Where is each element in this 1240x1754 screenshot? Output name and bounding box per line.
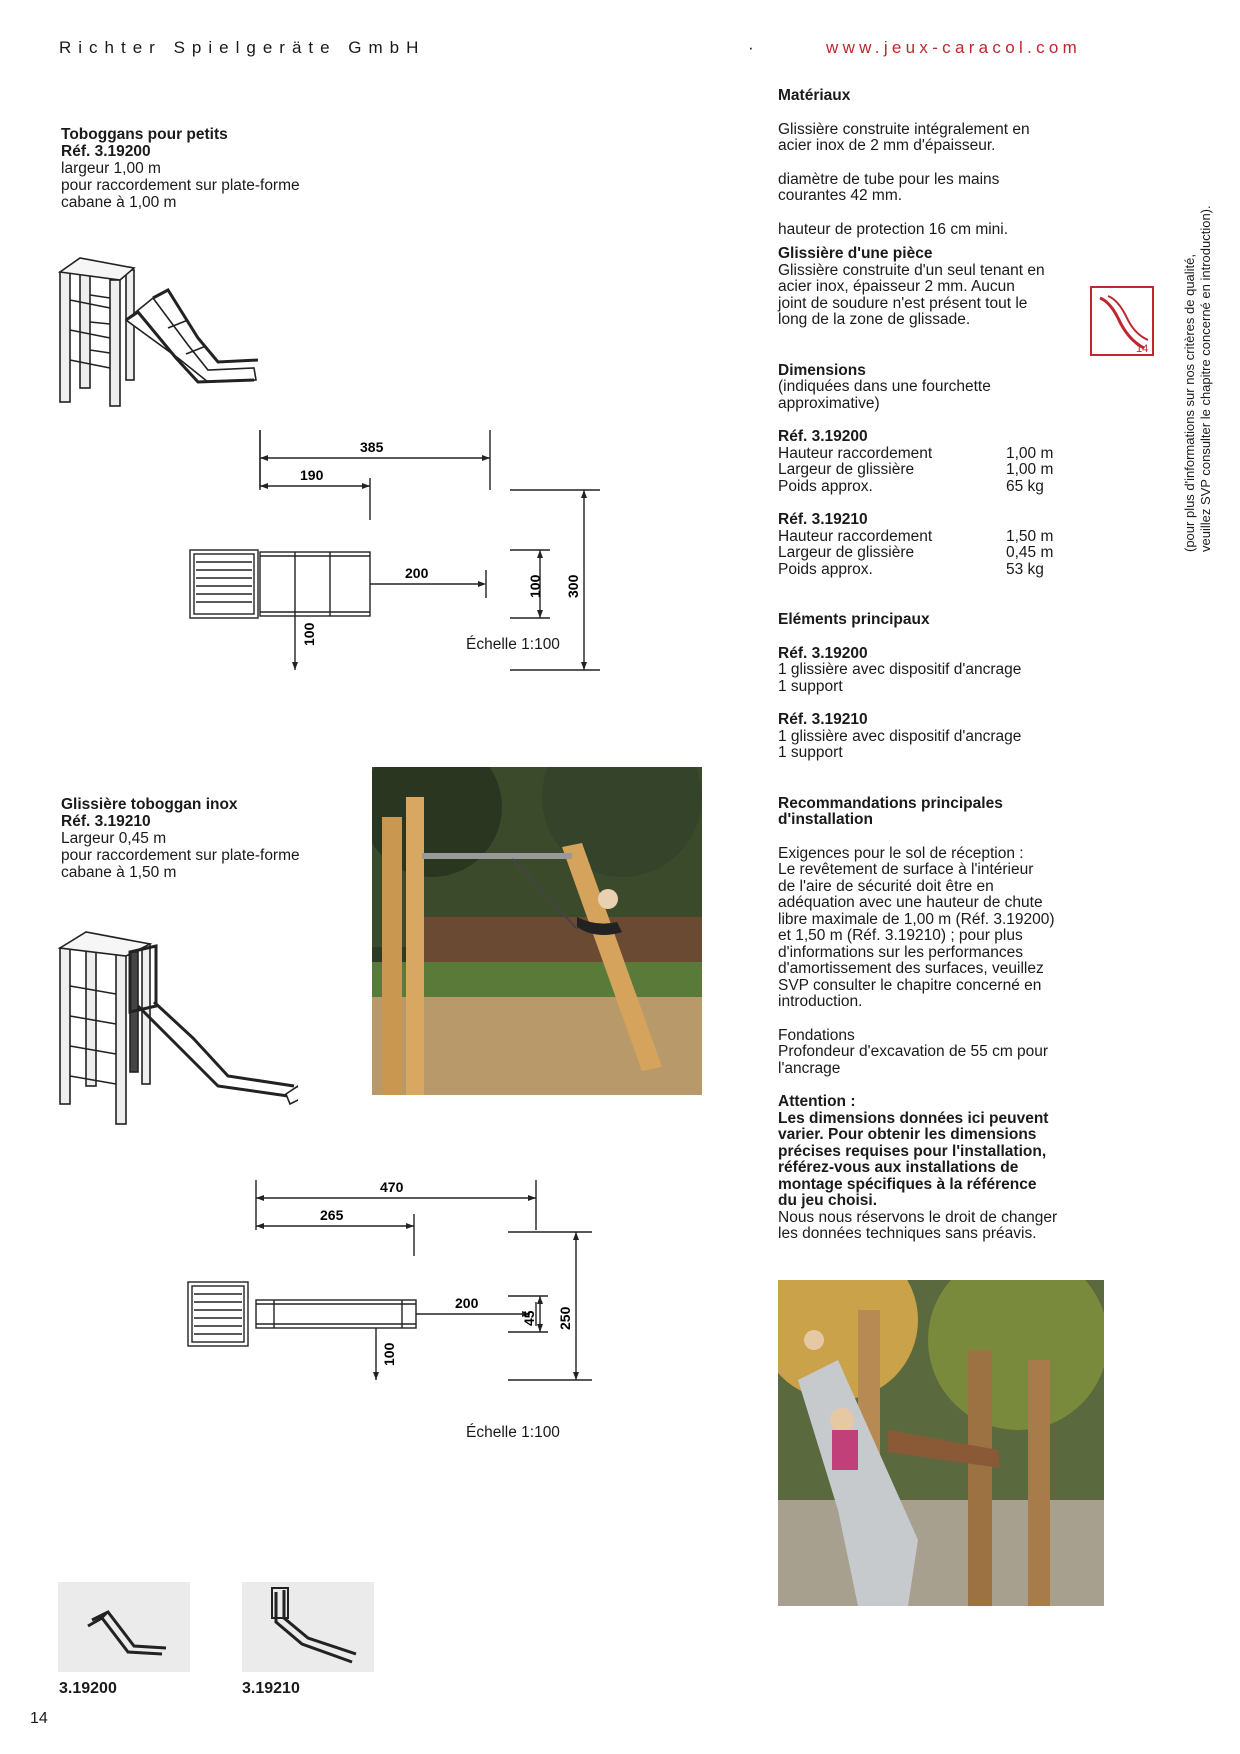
install-text: de l'aire de sécurité doit être en	[778, 877, 994, 895]
attention-text: les données techniques sans préavis.	[778, 1225, 1037, 1242]
product1-scale: Échelle 1:100	[466, 636, 560, 653]
materials-text: hauteur de protection 16 cm mini.	[778, 220, 1009, 238]
install-text: d'informations sur les performances	[778, 943, 1024, 961]
product2-line3: cabane à 1,50 m	[61, 864, 177, 881]
onepiece-heading: Glissière d'une pièce	[778, 245, 933, 262]
attention-text: précises requises pour l'installation,	[778, 1142, 1047, 1160]
thumb-label-1: 3.19200	[59, 1680, 117, 1697]
elements-heading: Eléments principaux	[778, 611, 930, 628]
install-heading: Recommandations principales	[778, 794, 1003, 812]
attention-text: du jeu choisi.	[778, 1192, 878, 1209]
dim-key: Hauteur raccordement	[778, 527, 933, 545]
dim-row	[778, 462, 1098, 479]
dim-value: 1,00 m	[1006, 444, 1054, 462]
thumb-3-19210[interactable]	[242, 1582, 374, 1672]
product2-block	[61, 796, 391, 881]
swing-photo	[372, 767, 702, 1095]
elements-ref2: Réf. 3.19210	[778, 711, 868, 728]
install-text: SVP consulter le chapitre concerné en	[778, 976, 1042, 994]
product2-iso-drawing	[58, 926, 298, 1126]
attention-text: montage spécifiques à la référence	[778, 1175, 1037, 1193]
dim-row	[778, 446, 1098, 463]
header-separator: ·	[748, 38, 761, 57]
install-text: et 1,50 m (Réf. 3.19210) ; pour plus	[778, 927, 1023, 944]
dim-row	[778, 529, 1098, 546]
elements-ref1: Réf. 3.19200	[778, 644, 868, 662]
onepiece-text: Glissière construite d'un seul tenant en	[778, 261, 1045, 279]
side-note-line: (pour plus d'informations sur nos critères de qualité,	[1182, 253, 1197, 552]
onepiece-text: joint de soudure n'est présent tout le	[778, 294, 1028, 312]
install-text: d'amortissement des surfaces, veuillez	[778, 960, 1044, 977]
thumb-3-19200[interactable]	[58, 1582, 190, 1672]
install-heading: d'installation	[778, 811, 873, 828]
install-text: Exigences pour le sol de réception :	[778, 844, 1024, 862]
right-column	[778, 88, 1098, 1243]
p1-dim-100-down: 100	[301, 622, 317, 646]
product1-iso-drawing	[58, 250, 268, 420]
foundation-text: l'ancrage	[778, 1059, 841, 1077]
p2-dim-250: 250	[557, 1306, 573, 1330]
p2-dim-200: 200	[455, 1295, 479, 1311]
onepiece-text: long de la zone de glissade.	[778, 311, 971, 328]
p2-dim-470: 470	[380, 1179, 404, 1195]
company-name: Richter Spielgeräte GmbH	[59, 38, 426, 57]
install-text: introduction.	[778, 993, 863, 1010]
dimensions-subtitle: approximative)	[778, 394, 880, 412]
p1-dim-100-right: 100	[527, 574, 543, 598]
install-text: Le revêtement de surface à l'intérieur	[778, 861, 1034, 878]
attention-heading: Attention :	[778, 1093, 856, 1110]
materials-text: acier inox de 2 mm d'épaisseur.	[778, 137, 996, 154]
side-note-line: veuillez SVP consulter le chapitre concerné en introduction).	[1198, 205, 1213, 552]
dimensions-ref1: Réf. 3.19200	[778, 428, 868, 445]
side-note	[1182, 205, 1214, 552]
product1-title: Toboggans pour petits	[61, 126, 228, 143]
p1-dim-385: 385	[360, 439, 384, 455]
dim-key: Poids approx.	[778, 560, 873, 578]
badge-number: 14	[1136, 343, 1149, 355]
product2-line2: pour raccordement sur plate-forme	[61, 847, 300, 864]
product2-plan-drawing	[180, 1170, 620, 1400]
materials-text: Glissière construite intégralement en	[778, 120, 1030, 138]
one-piece-slide-icon	[1090, 286, 1154, 356]
foundation-text: Fondations	[778, 1026, 855, 1044]
p1-dim-200: 200	[405, 565, 429, 581]
product2-ref: Réf. 3.19210	[61, 813, 151, 830]
dim-row	[778, 562, 1098, 579]
dim-key: Hauteur raccordement	[778, 444, 933, 462]
p2-dim-45: 45	[521, 1310, 537, 1326]
attention-text: varier. Pour obtenir les dimensions	[778, 1126, 1037, 1143]
install-text: libre maximale de 1,00 m (Réf. 3.19200)	[778, 910, 1055, 928]
materials-text: courantes 42 mm.	[778, 187, 903, 204]
product1-line2: pour raccordement sur plate-forme	[61, 177, 300, 194]
p1-dim-300: 300	[565, 574, 581, 598]
page-number: 14	[30, 1710, 48, 1727]
website-link[interactable]: www.jeux-caracol.com	[826, 38, 1082, 57]
elements-item: 1 glissière avec dispositif d'ancrage	[778, 661, 1022, 678]
materials-text: diamètre de tube pour les mains	[778, 170, 1000, 188]
p2-dim-100-down: 100	[381, 1342, 397, 1366]
elements-item: 1 glissière avec dispositif d'ancrage	[778, 727, 1022, 745]
dimensions-subtitle: (indiquées dans une fourchette	[778, 378, 991, 395]
product1-ref: Réf. 3.19200	[61, 143, 151, 160]
dim-row	[778, 479, 1098, 496]
dim-key: Largeur de glissière	[778, 544, 915, 561]
attention-text: Les dimensions données ici peuvent	[778, 1109, 1049, 1127]
product2-scale: Échelle 1:100	[466, 1424, 560, 1441]
elements-item: 1 support	[778, 677, 843, 695]
product2-title: Glissière toboggan inox	[61, 796, 238, 813]
dimensions-ref2: Réf. 3.19210	[778, 511, 868, 528]
dim-value: 1,50 m	[1006, 527, 1054, 545]
dim-value: 53 kg	[1006, 560, 1044, 578]
dim-value: 65 kg	[1006, 477, 1044, 495]
product2-width: Largeur 0,45 m	[61, 830, 167, 847]
p2-dim-265: 265	[320, 1207, 344, 1223]
elements-item: 1 support	[778, 744, 843, 761]
materials-heading: Matériaux	[778, 87, 851, 104]
dimensions-heading: Dimensions	[778, 361, 866, 379]
dim-row	[778, 545, 1098, 562]
product1-line3: cabane à 1,00 m	[61, 194, 177, 211]
dim-value: 0,45 m	[1006, 544, 1054, 561]
dim-key: Largeur de glissière	[778, 461, 915, 478]
product1-width: largeur 1,00 m	[61, 160, 161, 177]
onepiece-text: acier inox, épaisseur 2 mm. Aucun	[778, 278, 1015, 295]
dim-key: Poids approx.	[778, 477, 873, 495]
attention-text: référez-vous aux installations de	[778, 1159, 1019, 1176]
slide-photo	[778, 1280, 1104, 1606]
p1-dim-190: 190	[300, 467, 324, 483]
dim-value: 1,00 m	[1006, 461, 1054, 478]
install-text: adéquation avec une hauteur de chute	[778, 894, 1043, 911]
foundation-text: Profondeur d'excavation de 55 cm pour	[778, 1043, 1049, 1060]
thumb-label-2: 3.19210	[242, 1680, 300, 1697]
attention-text: Nous nous réservons le droit de changer	[778, 1208, 1058, 1226]
product1-block	[61, 126, 391, 211]
